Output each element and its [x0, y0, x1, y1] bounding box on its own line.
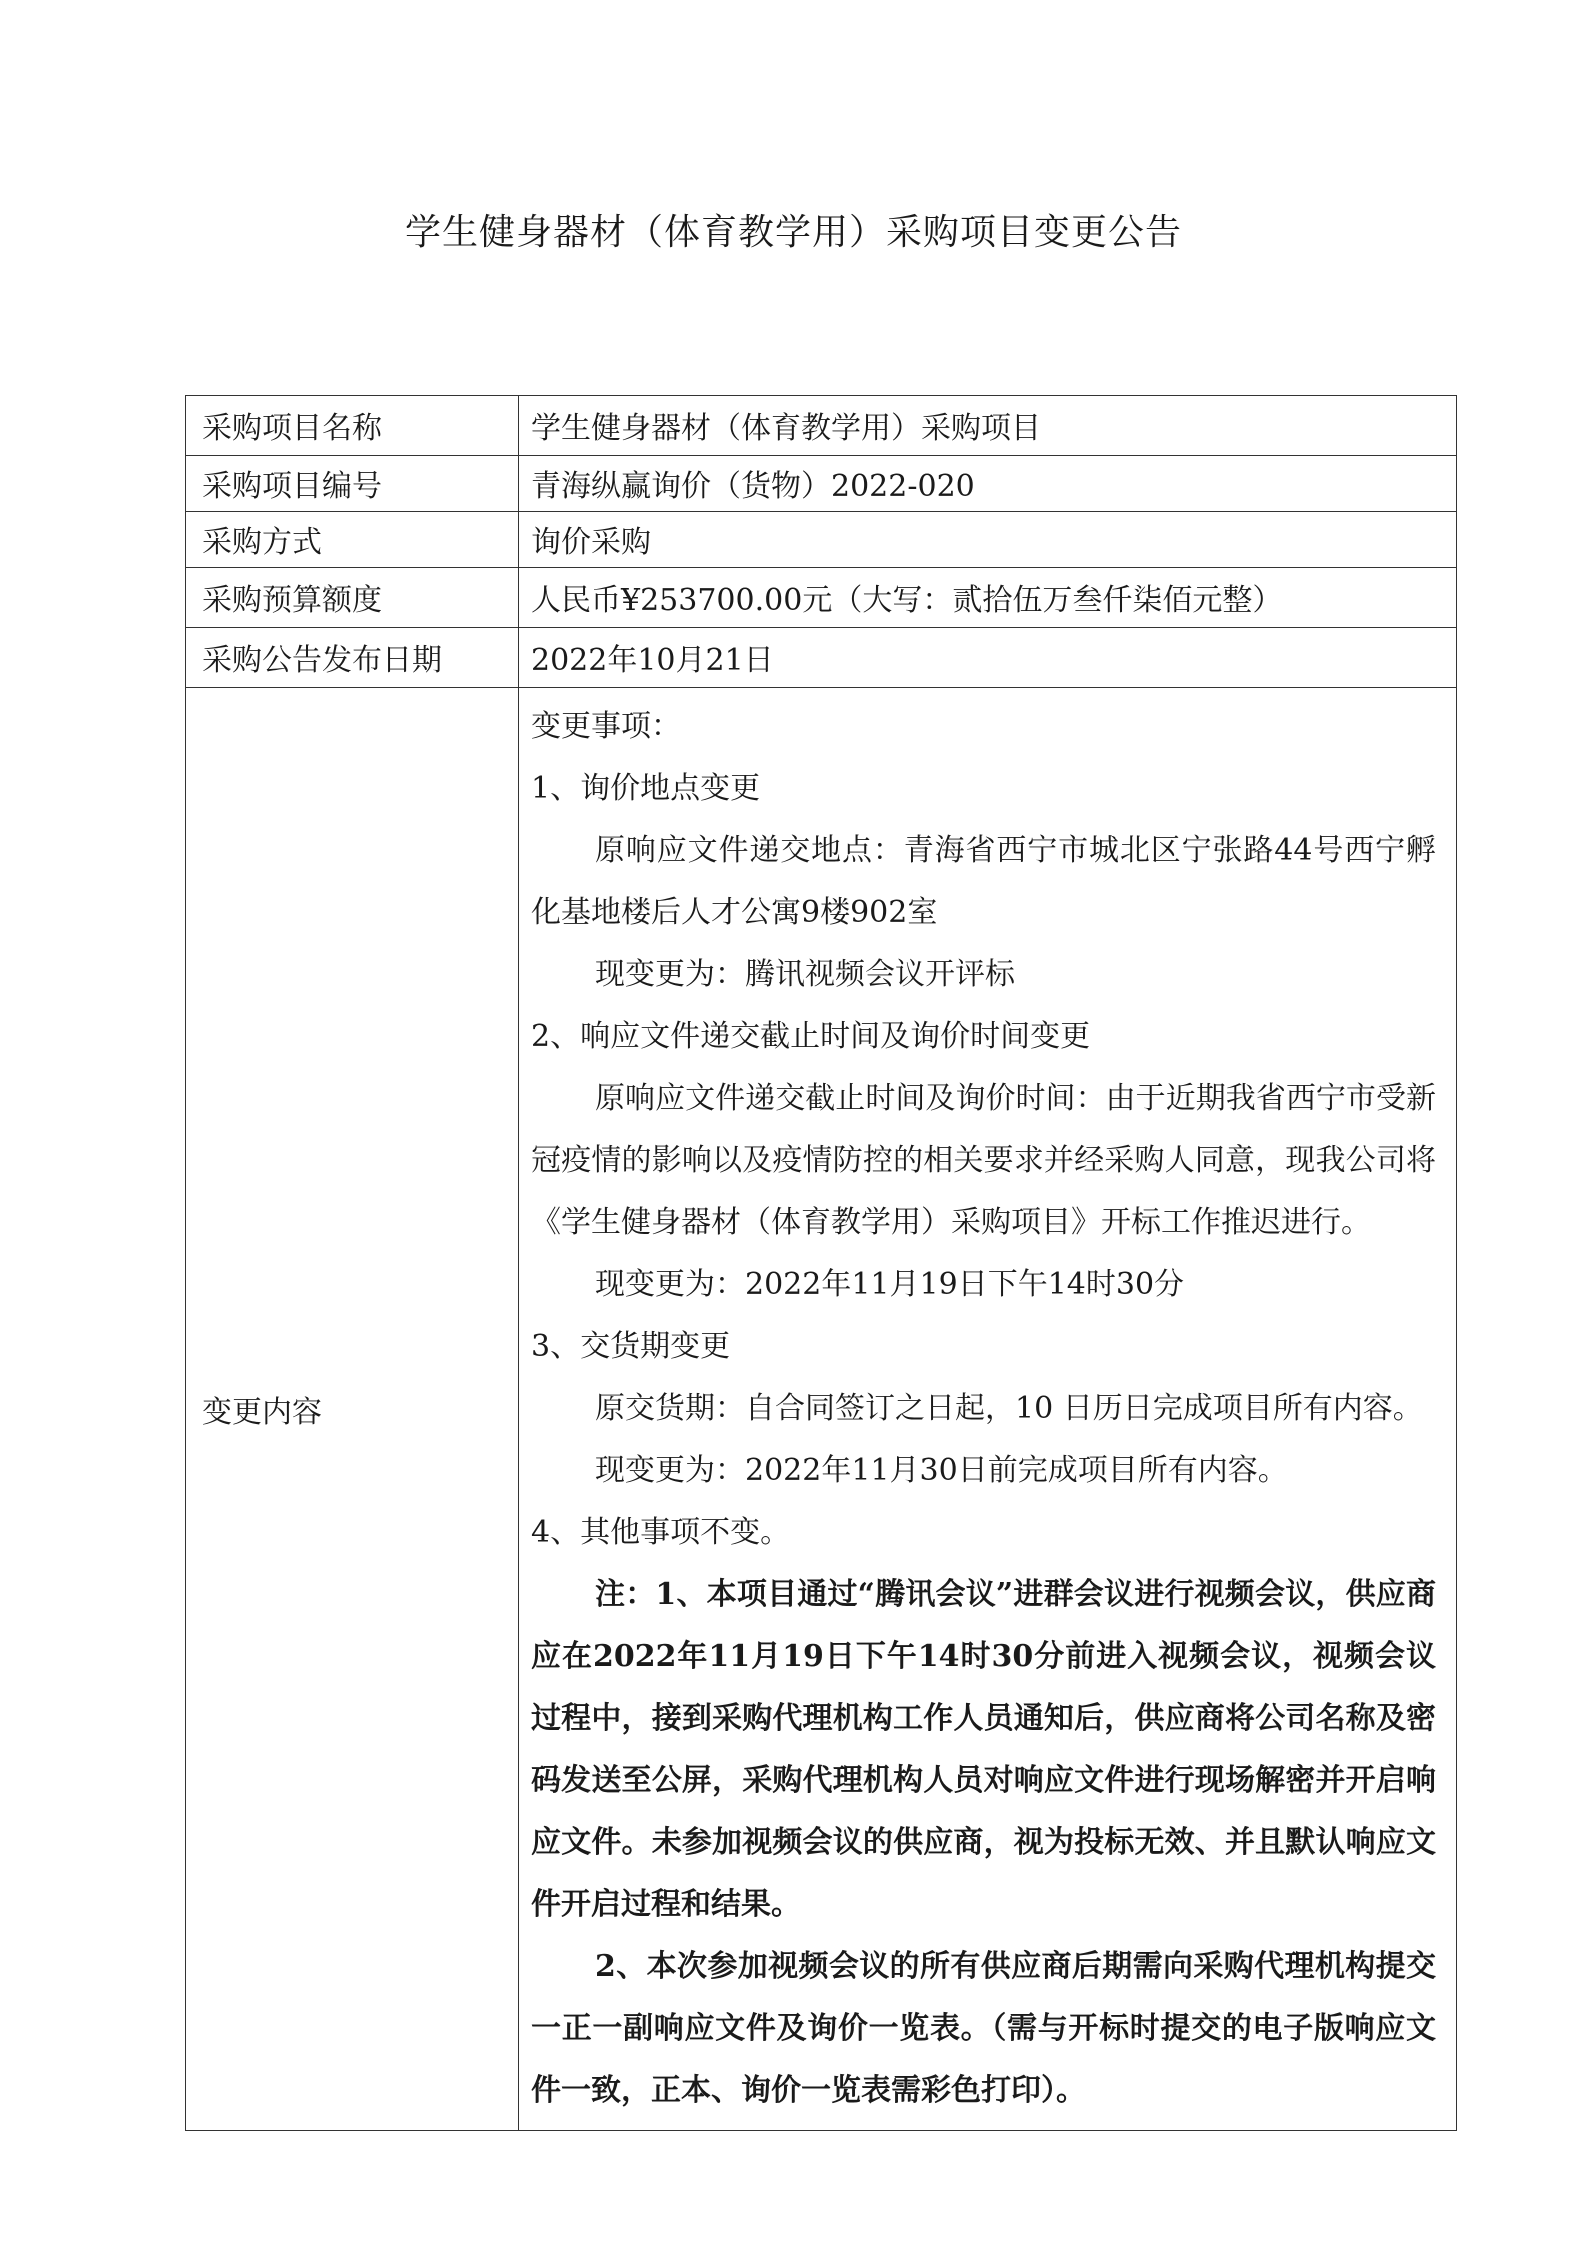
item2-title: 2、响应文件递交截止时间及询价时间变更 — [531, 1019, 1091, 1054]
page-title: 学生健身器材（体育教学用）采购项目变更公告 — [404, 212, 1182, 253]
changes-content — [519, 688, 1457, 2131]
table-row-budget — [186, 568, 1457, 628]
item1-original: 原响应文件递交地点：青海省西宁市城北区宁张路44号西宁孵化基地楼后人才公寓9楼902室 — [531, 833, 1436, 930]
note-1: 注：1、本项目通过“腾讯会议”进群会议进行视频会议，供应商应在2022年11月19日下午14时30分前进入视频会议，视频会议过程中，接到采购代理机构工作人员通知后，供应商将公司名称及密码发送至公屏，采购代理机构人员对响应文件进行现场解密并开启响应文件。未参加视频会议的供应商，视为投标无效、并且默认响应文件开启过程和结果。 — [531, 1577, 1436, 1922]
budget-label: 采购预算额度 — [186, 568, 519, 628]
table-row-publish-date — [186, 628, 1457, 688]
item3-original: 原交货期：自合同签订之日起，10 日历日完成项目所有内容。 — [595, 1391, 1423, 1426]
changes-body — [531, 696, 1436, 2122]
table-row-project-number — [186, 456, 1457, 512]
item1-title: 1、询价地点变更 — [531, 771, 761, 806]
changes-label: 变更内容 — [186, 688, 519, 2131]
budget-value: 人民币¥253700.00元（大写：贰拾伍万叁仟柒佰元整） — [519, 568, 1457, 628]
changes-heading: 变更事项： — [531, 709, 681, 744]
item2-original: 原响应文件递交截止时间及询价时间：由于近期我省西宁市受新冠疫情的影响以及疫情防控的相关要求并经采购人同意，现我公司将《学生健身器材（体育教学用）采购项目》开标工作推迟进行。 — [531, 1081, 1436, 1240]
project-number-value: 青海纵赢询价（货物）2022-020 — [519, 456, 1457, 512]
table-row-project-name — [186, 396, 1457, 456]
procurement-method-label: 采购方式 — [186, 512, 519, 568]
item3-title: 3、交货期变更 — [531, 1329, 731, 1364]
project-name-label: 采购项目名称 — [186, 396, 519, 456]
table-row-changes — [186, 688, 1457, 2131]
publish-date-value: 2022年10月21日 — [519, 628, 1457, 688]
item3-new: 现变更为：2022年11月30日前完成项目所有内容。 — [595, 1453, 1288, 1488]
item2-new: 现变更为：2022年11月19日下午14时30分 — [595, 1267, 1185, 1302]
procurement-method-value: 询价采购 — [519, 512, 1457, 568]
note-2: 2、本次参加视频会议的所有供应商后期需向采购代理机构提交一正一副响应文件及询价一览表。（需与开标时提交的电子版响应文件一致，正本、询价一览表需彩色打印）。 — [531, 1949, 1436, 2108]
publish-date-label: 采购公告发布日期 — [186, 628, 519, 688]
item4-title: 4、其他事项不变。 — [531, 1515, 791, 1550]
project-name-value: 学生健身器材（体育教学用）采购项目 — [519, 396, 1457, 456]
item1-new: 现变更为：腾讯视频会议开评标 — [595, 957, 1015, 992]
notice-table — [185, 395, 1457, 2131]
project-number-label: 采购项目编号 — [186, 456, 519, 512]
table-row-procurement-method — [186, 512, 1457, 568]
